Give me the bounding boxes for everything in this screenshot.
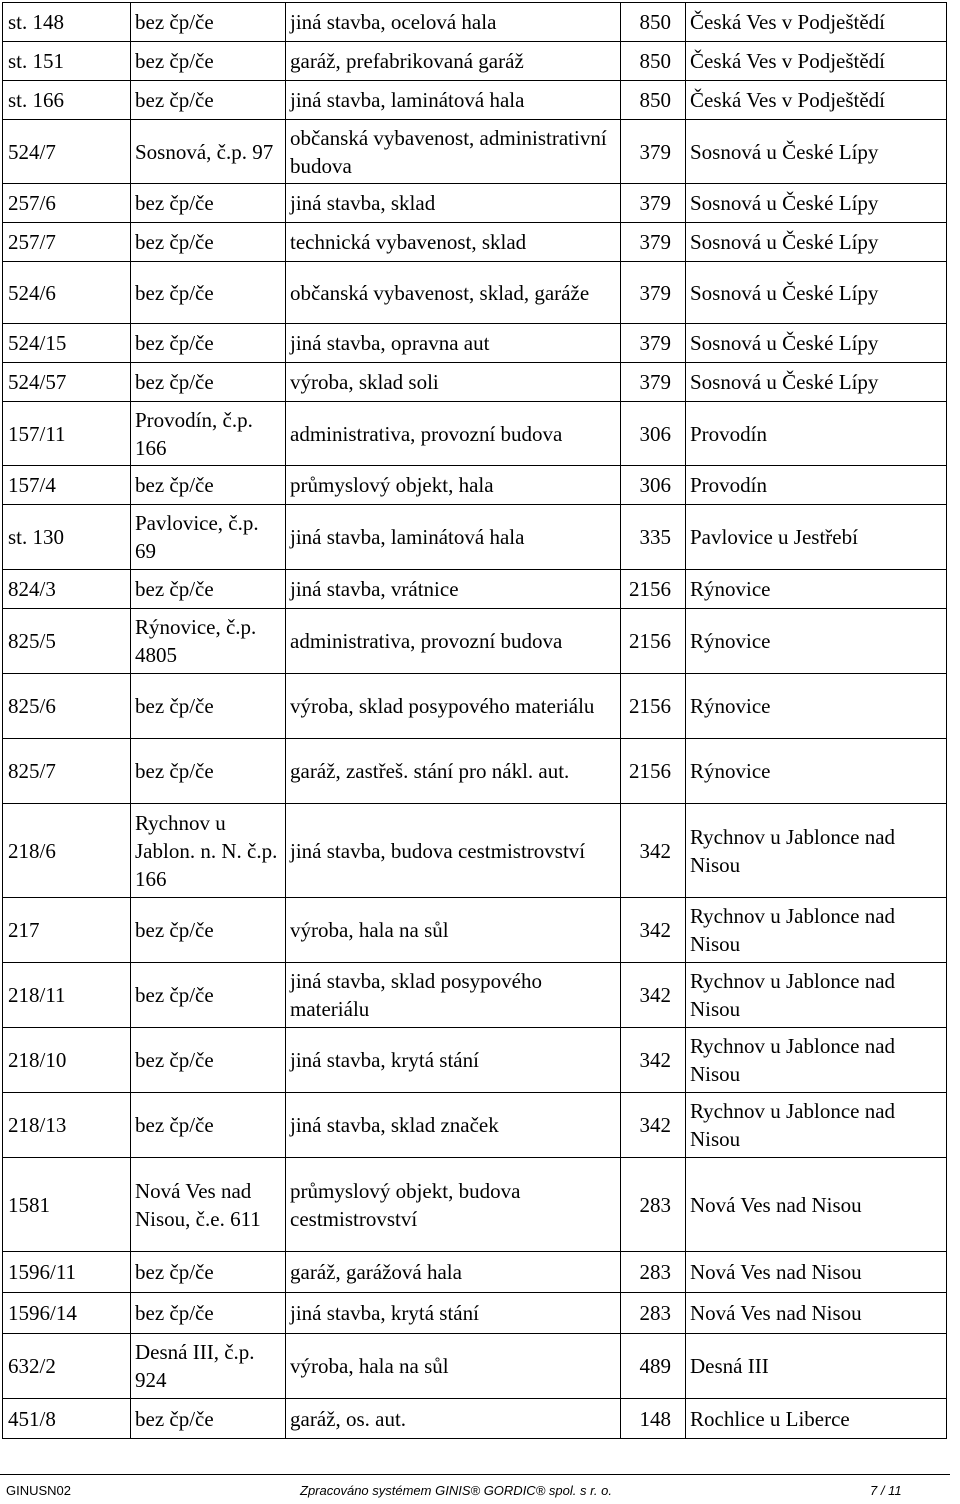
cell-address: Rychnov u Jablon. n. N. č.p. 166: [131, 804, 286, 898]
cell-use: jiná stavba, laminátová hala: [286, 505, 621, 570]
cell-address: bez čp/če: [131, 739, 286, 804]
table-row: [3, 402, 947, 466]
table-row: [3, 1158, 947, 1252]
cell-lv-number: 283: [621, 1158, 686, 1252]
table-row: [3, 223, 947, 262]
cell-use: jiná stavba, sklad: [286, 184, 621, 223]
table-row: [3, 1399, 947, 1439]
cell-address: bez čp/če: [131, 1399, 286, 1439]
cell-lv-number: 342: [621, 1093, 686, 1158]
table-row: [3, 804, 947, 898]
cell-cadastral-area: Provodín: [686, 466, 947, 505]
cell-address: bez čp/če: [131, 184, 286, 223]
cell-use: technická vybavenost, sklad: [286, 223, 621, 262]
cell-lv-number: 342: [621, 898, 686, 963]
table-row: [3, 739, 947, 804]
table-row: [3, 1334, 947, 1399]
cell-use: garáž, os. aut.: [286, 1399, 621, 1439]
cell-lv-number: 2156: [621, 739, 686, 804]
cell-address: bez čp/če: [131, 674, 286, 739]
cell-use: jiná stavba, vrátnice: [286, 570, 621, 609]
cell-cadastral-area: Nová Ves nad Nisou: [686, 1158, 947, 1252]
table-row: [3, 324, 947, 363]
cell-parcel: st. 148: [3, 3, 131, 42]
table-row: [3, 570, 947, 609]
cell-lv-number: 2156: [621, 609, 686, 674]
cell-use: průmyslový objekt, hala: [286, 466, 621, 505]
cell-cadastral-area: Sosnová u České Lípy: [686, 363, 947, 402]
cell-address: bez čp/če: [131, 1252, 286, 1293]
cell-parcel: 825/5: [3, 609, 131, 674]
cell-use: občanská vybavenost, sklad, garáže: [286, 262, 621, 324]
cell-address: bez čp/če: [131, 963, 286, 1028]
footer-system-credit: Zpracováno systémem GINIS® GORDIC® spol. s r. o.: [300, 1483, 612, 1498]
cell-cadastral-area: Rýnovice: [686, 609, 947, 674]
cell-use: jiná stavba, budova cestmistrovství: [286, 804, 621, 898]
cell-use: jiná stavba, krytá stání: [286, 1293, 621, 1334]
cell-cadastral-area: Rychnov u Jablonce nad Nisou: [686, 1028, 947, 1093]
cell-address: bez čp/če: [131, 1093, 286, 1158]
cell-use: administrativa, provozní budova: [286, 402, 621, 466]
cell-cadastral-area: Rychnov u Jablonce nad Nisou: [686, 804, 947, 898]
cell-cadastral-area: Česká Ves v Podještědí: [686, 42, 947, 81]
cell-use: výroba, hala na sůl: [286, 898, 621, 963]
cell-lv-number: 306: [621, 466, 686, 505]
cell-address: bez čp/če: [131, 81, 286, 120]
cell-lv-number: 379: [621, 262, 686, 324]
table-row: [3, 81, 947, 120]
cell-lv-number: 335: [621, 505, 686, 570]
table-row: [3, 1252, 947, 1293]
cell-address: bez čp/če: [131, 223, 286, 262]
cell-parcel: 524/57: [3, 363, 131, 402]
cell-cadastral-area: Rochlice u Liberce: [686, 1399, 947, 1439]
cell-address: Rýnovice, č.p. 4805: [131, 609, 286, 674]
cell-address: bez čp/če: [131, 1293, 286, 1334]
cell-cadastral-area: Nová Ves nad Nisou: [686, 1252, 947, 1293]
cell-address: bez čp/če: [131, 363, 286, 402]
cell-use: jiná stavba, krytá stání: [286, 1028, 621, 1093]
cell-parcel: 824/3: [3, 570, 131, 609]
cell-lv-number: 379: [621, 120, 686, 184]
cell-lv-number: 148: [621, 1399, 686, 1439]
cell-cadastral-area: Rýnovice: [686, 674, 947, 739]
cell-parcel: 157/11: [3, 402, 131, 466]
cell-address: Provodín, č.p. 166: [131, 402, 286, 466]
cell-address: Sosnová, č.p. 97: [131, 120, 286, 184]
cell-use: jiná stavba, sklad značek: [286, 1093, 621, 1158]
table-row: [3, 674, 947, 739]
property-table: [2, 2, 947, 1439]
cell-address: bez čp/če: [131, 3, 286, 42]
cell-cadastral-area: Provodín: [686, 402, 947, 466]
cell-cadastral-area: Sosnová u České Lípy: [686, 184, 947, 223]
cell-cadastral-area: Pavlovice u Jestřebí: [686, 505, 947, 570]
cell-parcel: 218/6: [3, 804, 131, 898]
table-row: [3, 1293, 947, 1334]
cell-parcel: 218/10: [3, 1028, 131, 1093]
cell-lv-number: 489: [621, 1334, 686, 1399]
cell-address: Nová Ves nad Nisou, č.e. 611: [131, 1158, 286, 1252]
cell-use: jiná stavba, laminátová hala: [286, 81, 621, 120]
cell-use: garáž, zastřeš. stání pro nákl. aut.: [286, 739, 621, 804]
cell-use: průmyslový objekt, budova cestmistrovství: [286, 1158, 621, 1252]
cell-cadastral-area: Rýnovice: [686, 739, 947, 804]
cell-parcel: 157/4: [3, 466, 131, 505]
table-row: [3, 609, 947, 674]
cell-use: jiná stavba, ocelová hala: [286, 3, 621, 42]
cell-address: bez čp/če: [131, 324, 286, 363]
cell-use: výroba, sklad soli: [286, 363, 621, 402]
cell-parcel: st. 130: [3, 505, 131, 570]
cell-address: bez čp/če: [131, 1028, 286, 1093]
table-row: [3, 505, 947, 570]
cell-parcel: 632/2: [3, 1334, 131, 1399]
cell-lv-number: 850: [621, 3, 686, 42]
table-row: [3, 1028, 947, 1093]
table-row: [3, 363, 947, 402]
table-row: [3, 1093, 947, 1158]
cell-parcel: 218/11: [3, 963, 131, 1028]
cell-address: Pavlovice, č.p. 69: [131, 505, 286, 570]
footer-divider: [0, 1474, 950, 1475]
cell-lv-number: 342: [621, 963, 686, 1028]
cell-parcel: 524/6: [3, 262, 131, 324]
cell-parcel: 1596/11: [3, 1252, 131, 1293]
cell-parcel: 1581: [3, 1158, 131, 1252]
table-row: [3, 963, 947, 1028]
cell-parcel: 524/15: [3, 324, 131, 363]
cell-lv-number: 379: [621, 184, 686, 223]
cell-cadastral-area: Rychnov u Jablonce nad Nisou: [686, 963, 947, 1028]
cell-cadastral-area: Sosnová u České Lípy: [686, 324, 947, 363]
table-row: [3, 3, 947, 42]
cell-lv-number: 283: [621, 1252, 686, 1293]
cell-cadastral-area: Nová Ves nad Nisou: [686, 1293, 947, 1334]
cell-parcel: st. 151: [3, 42, 131, 81]
cell-lv-number: 850: [621, 81, 686, 120]
cell-parcel: 218/13: [3, 1093, 131, 1158]
table-row: [3, 184, 947, 223]
footer-report-code: GINUSN02: [6, 1483, 72, 1498]
cell-address: bez čp/če: [131, 42, 286, 81]
cell-address: Desná III, č.p. 924: [131, 1334, 286, 1399]
cell-parcel: st. 166: [3, 81, 131, 120]
footer-page-number: 7 / 11: [870, 1483, 902, 1498]
table-row: [3, 120, 947, 184]
cell-use: garáž, garážová hala: [286, 1252, 621, 1293]
table-row: [3, 42, 947, 81]
cell-cadastral-area: Rýnovice: [686, 570, 947, 609]
cell-cadastral-area: Sosnová u České Lípy: [686, 223, 947, 262]
cell-parcel: 825/6: [3, 674, 131, 739]
cell-cadastral-area: Sosnová u České Lípy: [686, 262, 947, 324]
cell-parcel: 1596/14: [3, 1293, 131, 1334]
cell-lv-number: 2156: [621, 674, 686, 739]
cell-cadastral-area: Česká Ves v Podještědí: [686, 81, 947, 120]
cell-parcel: 524/7: [3, 120, 131, 184]
property-table-body: [3, 3, 947, 1439]
cell-use: jiná stavba, sklad posypového materiálu: [286, 963, 621, 1028]
cell-use: občanská vybavenost, administrativní budova: [286, 120, 621, 184]
cell-lv-number: 342: [621, 804, 686, 898]
cell-lv-number: 379: [621, 363, 686, 402]
cell-use: výroba, hala na sůl: [286, 1334, 621, 1399]
cell-address: bez čp/če: [131, 898, 286, 963]
cell-parcel: 257/6: [3, 184, 131, 223]
cell-parcel: 451/8: [3, 1399, 131, 1439]
cell-lv-number: 379: [621, 324, 686, 363]
table-row: [3, 898, 947, 963]
cell-cadastral-area: Desná III: [686, 1334, 947, 1399]
cell-parcel: 825/7: [3, 739, 131, 804]
cell-cadastral-area: Česká Ves v Podještědí: [686, 3, 947, 42]
cell-cadastral-area: Rychnov u Jablonce nad Nisou: [686, 1093, 947, 1158]
table-row: [3, 262, 947, 324]
cell-use: jiná stavba, opravna aut: [286, 324, 621, 363]
cell-use: výroba, sklad posypového materiálu: [286, 674, 621, 739]
cell-address: bez čp/če: [131, 570, 286, 609]
cell-lv-number: 342: [621, 1028, 686, 1093]
cell-lv-number: 283: [621, 1293, 686, 1334]
cell-address: bez čp/če: [131, 466, 286, 505]
cell-cadastral-area: Sosnová u České Lípy: [686, 120, 947, 184]
cell-use: garáž, prefabrikovaná garáž: [286, 42, 621, 81]
cell-address: bez čp/če: [131, 262, 286, 324]
cell-lv-number: 379: [621, 223, 686, 262]
cell-lv-number: 850: [621, 42, 686, 81]
cell-lv-number: 306: [621, 402, 686, 466]
cell-lv-number: 2156: [621, 570, 686, 609]
table-row: [3, 466, 947, 505]
cell-parcel: 257/7: [3, 223, 131, 262]
cell-use: administrativa, provozní budova: [286, 609, 621, 674]
cell-cadastral-area: Rychnov u Jablonce nad Nisou: [686, 898, 947, 963]
cell-parcel: 217: [3, 898, 131, 963]
page-footer: [0, 1483, 960, 1501]
